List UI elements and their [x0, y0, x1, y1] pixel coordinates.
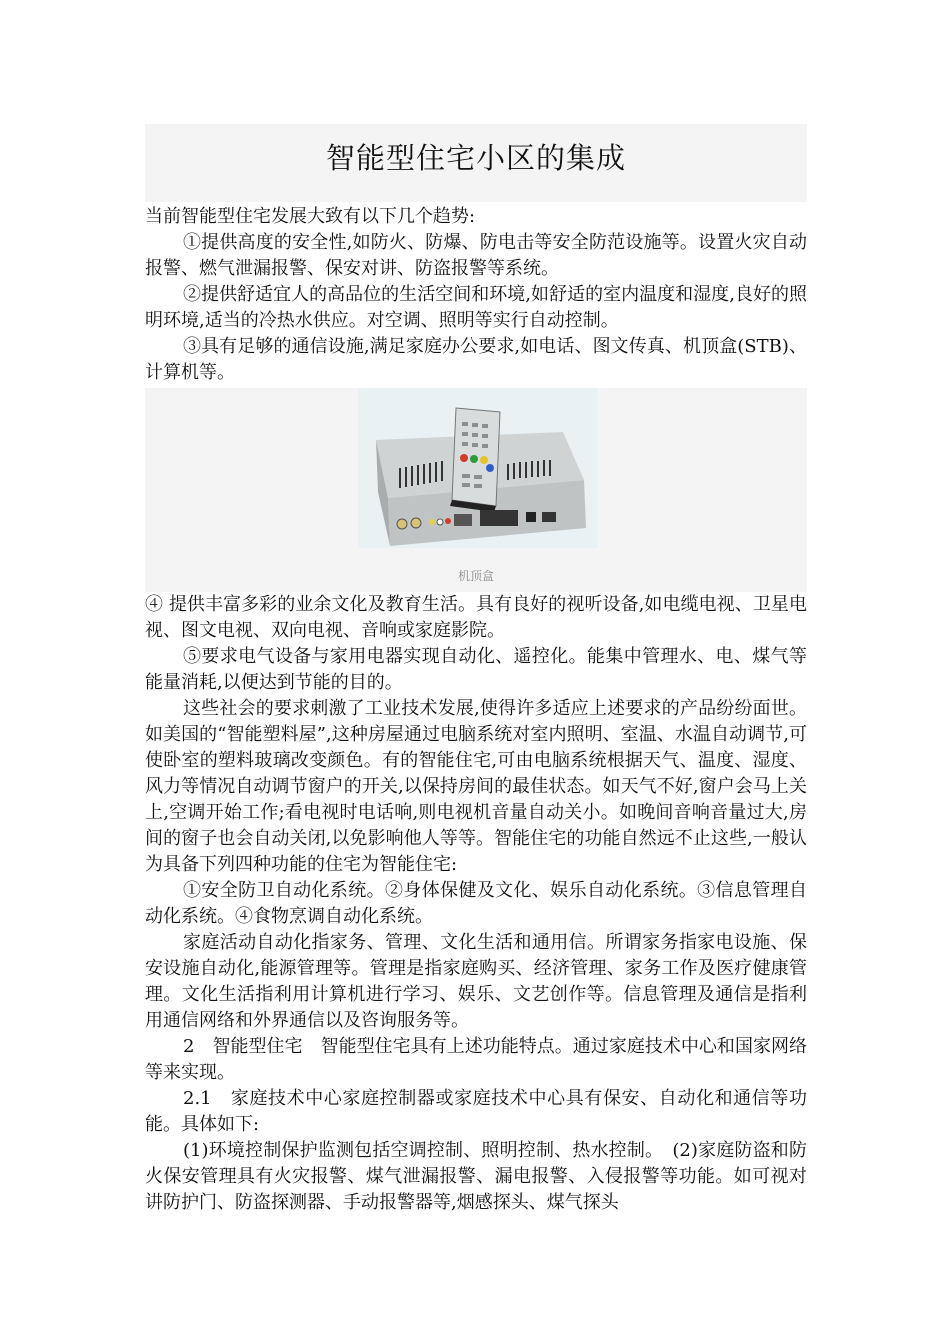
section-2-paragraph: 2 智能型住宅 智能型住宅具有上述功能特点。通过家庭技术中心和国家网络等来实现。	[145, 1036, 807, 1083]
figure-caption: 机顶盒	[457, 569, 494, 583]
requirements-paragraph: 这些社会的要求刺激了工业技术发展,使得许多适应上述要求的产品纷纷面世。如美国的“智能塑料屋”,这种房屋通过电脑系统对室内照明、室温、水温自动调节,可使卧室的塑料玻璃改变颜色。有的智能住宅,可由电脑系统根据天气、温度、湿度、风力等情况自动调节窗户的开关,以保持房间的最佳状态。如天气不好,窗户会马上关上,空调开始工作;看电视时电话响,则电视机音量自动关小。如晚间音响音量过大,房间的窗子也会自动关闭,以免影响他人等等。智能住宅的功能自然远不止这些,一般认为具备下列四种功能的住宅为智能住宅:	[145, 698, 807, 875]
figure-band	[145, 388, 807, 592]
trend-1-paragraph: ①提供高度的安全性,如防火、防爆、防电击等安全防范设施等。设置火灾自动报警、燃气泄漏报警、保安对讲、防盗报警等系统。	[145, 232, 807, 279]
document-title: 智能型住宅小区的集成	[325, 141, 626, 175]
trend-3-paragraph: ③具有足够的通信设施,满足家庭办公要求,如电话、图文传真、机顶盒(STB)、计算机等。	[145, 336, 807, 383]
intro-paragraph: 当前智能型住宅发展大致有以下几个趋势:	[145, 206, 476, 227]
trend-5-paragraph: ⑤要求电气设备与家用电器实现自动化、遥控化。能集中管理水、电、煤气等能量消耗,以便达到节能的目的。	[145, 646, 807, 693]
trend-4-paragraph: ④ 提供丰富多彩的业余文化及教育生活。具有良好的视听设备,如电缆电视、卫星电视、图文电视、双向电视、音响或家庭影院。	[145, 594, 807, 641]
document-page	[145, 124, 807, 1216]
home-automation-paragraph: 家庭活动自动化指家务、管理、文化生活和通用信。所谓家务指家电设施、保安设施自动化,能源管理等。管理是指家庭购买、经济管理、家务工作及医疗健康管理。文化生活指利用计算机进行学习、娱乐、文艺创作等。信息管理及通信是指利用通信网络和外界通信以及咨询服务等。	[145, 932, 807, 1031]
set-top-box-photo	[358, 388, 597, 548]
four-functions-paragraph: ①安全防卫自动化系统。②身体保健及文化、娱乐自动化系统。③信息管理自动化系统。④食物烹调自动化系统。	[145, 880, 807, 927]
trend-2-paragraph: ②提供舒适宜人的高品位的生活空间和环境,如舒适的室内温度和湿度,良好的照明环境,适当的冷热水供应。对空调、照明等实行自动控制。	[145, 284, 807, 331]
set-top-box-illustration	[358, 388, 597, 548]
title-band	[145, 124, 807, 202]
section-2-1-paragraph: 2.1 家庭技术中心家庭控制器或家庭技术中心具有保安、自动化和通信等功能。具体如下:	[145, 1088, 807, 1135]
functions-list-paragraph: (1)环境控制保护监测包括空调控制、照明控制、热水控制。 (2)家庭防盗和防火保安管理具有火灾报警、煤气泄漏报警、漏电报警、入侵报警等功能。如可视对讲防护门、防盗探测器、手动报警器等,烟感探头、煤气探头	[145, 1140, 807, 1213]
